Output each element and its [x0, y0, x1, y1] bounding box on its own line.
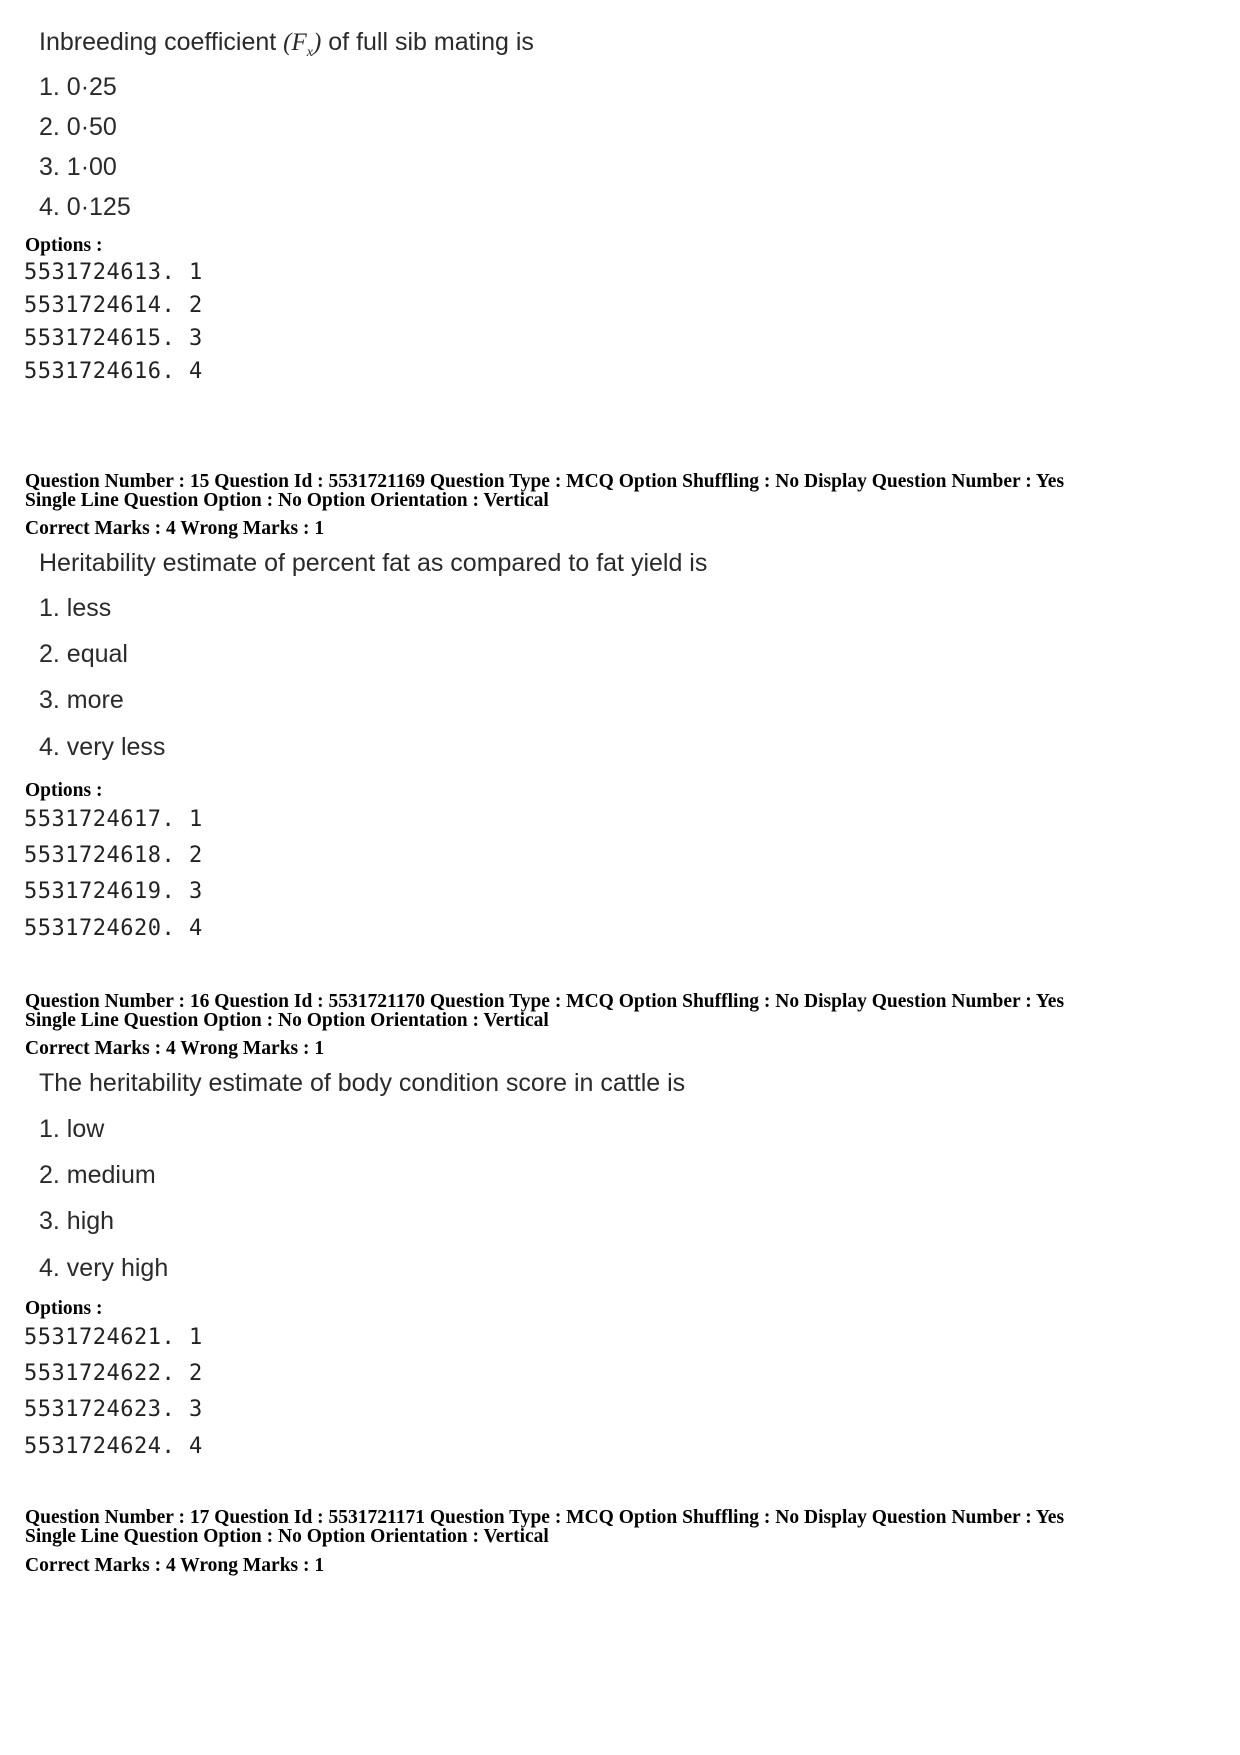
question-17-marks: Correct Marks : 4 Wrong Marks : 1	[25, 1555, 325, 1576]
question-14-choice-4: 4. 0·125	[39, 193, 131, 221]
question-16-option-id-1: 5531724621. 1	[24, 1325, 203, 1350]
question-15-choice-1: 1. less	[39, 594, 112, 622]
question-16-option-id-2: 5531724622. 2	[24, 1361, 203, 1386]
question-14-choice-3: 3. 1·00	[39, 153, 117, 181]
question-16-choice-4: 4. very high	[39, 1254, 169, 1282]
question-15-choice-2: 2. equal	[39, 640, 128, 668]
question-16-option-id-4: 5531724624. 4	[24, 1434, 203, 1459]
question-15-choice-4: 4. very less	[39, 733, 166, 761]
question-15-option-id-1: 5531724617. 1	[24, 807, 203, 832]
question-14-stem	[39, 28, 534, 61]
question-16-header-line-2: Single Line Question Option : No Option Orientation : Vertical	[25, 1010, 549, 1031]
question-16-stem: The heritability estimate of body condition score in cattle is	[39, 1069, 686, 1097]
question-14-stem-suffix: of full sib mating is	[328, 28, 534, 56]
question-15-header-line-1: Question Number : 15 Question Id : 5531721169 Question Type : MCQ Option Shuffling : No Display Question Number : Yes	[25, 471, 1065, 492]
question-16-header-line-1: Question Number : 16 Question Id : 5531721170 Question Type : MCQ Option Shuffling : No Display Question Number : Yes	[25, 991, 1065, 1012]
question-15-option-id-4: 5531724620. 4	[24, 916, 203, 941]
question-14-choice-2: 2. 0·50	[39, 113, 117, 141]
question-15-options-label: Options :	[25, 780, 103, 801]
question-17-header-line-2: Single Line Question Option : No Option Orientation : Vertical	[25, 1526, 549, 1547]
question-14-option-id-1: 5531724613. 1	[24, 260, 203, 285]
question-17-header-line-1: Question Number : 17 Question Id : 5531721171 Question Type : MCQ Option Shuffling : No Display Question Number : Yes	[25, 1507, 1065, 1528]
question-14-option-id-4: 5531724616. 4	[24, 359, 203, 384]
question-15-stem: Heritability estimate of percent fat as compared to fat yield is	[39, 549, 708, 577]
question-16-choice-2: 2. medium	[39, 1161, 156, 1189]
question-14-option-id-3: 5531724615. 3	[24, 326, 203, 351]
question-14-choice-1: 1. 0·25	[39, 73, 117, 101]
question-16-choice-3: 3. high	[39, 1207, 115, 1235]
question-14-stem-prefix: Inbreeding coefficient	[39, 28, 277, 56]
question-15-marks: Correct Marks : 4 Wrong Marks : 1	[25, 518, 325, 539]
question-15-option-id-2: 5531724618. 2	[24, 843, 203, 868]
question-16-marks: Correct Marks : 4 Wrong Marks : 1	[25, 1038, 325, 1059]
question-15-choice-3: 3. more	[39, 686, 124, 714]
question-16-options-label: Options :	[25, 1298, 103, 1319]
question-15-header-line-2: Single Line Question Option : No Option Orientation : Vertical	[25, 490, 549, 511]
question-16-option-id-3: 5531724623. 3	[24, 1397, 203, 1422]
question-16-choice-1: 1. low	[39, 1115, 105, 1143]
question-14-options-label: Options :	[25, 235, 103, 256]
question-15-option-id-3: 5531724619. 3	[24, 879, 203, 904]
question-14-option-id-2: 5531724614. 2	[24, 293, 203, 318]
question-14-symbol: $(F_x)$	[283, 29, 322, 60]
